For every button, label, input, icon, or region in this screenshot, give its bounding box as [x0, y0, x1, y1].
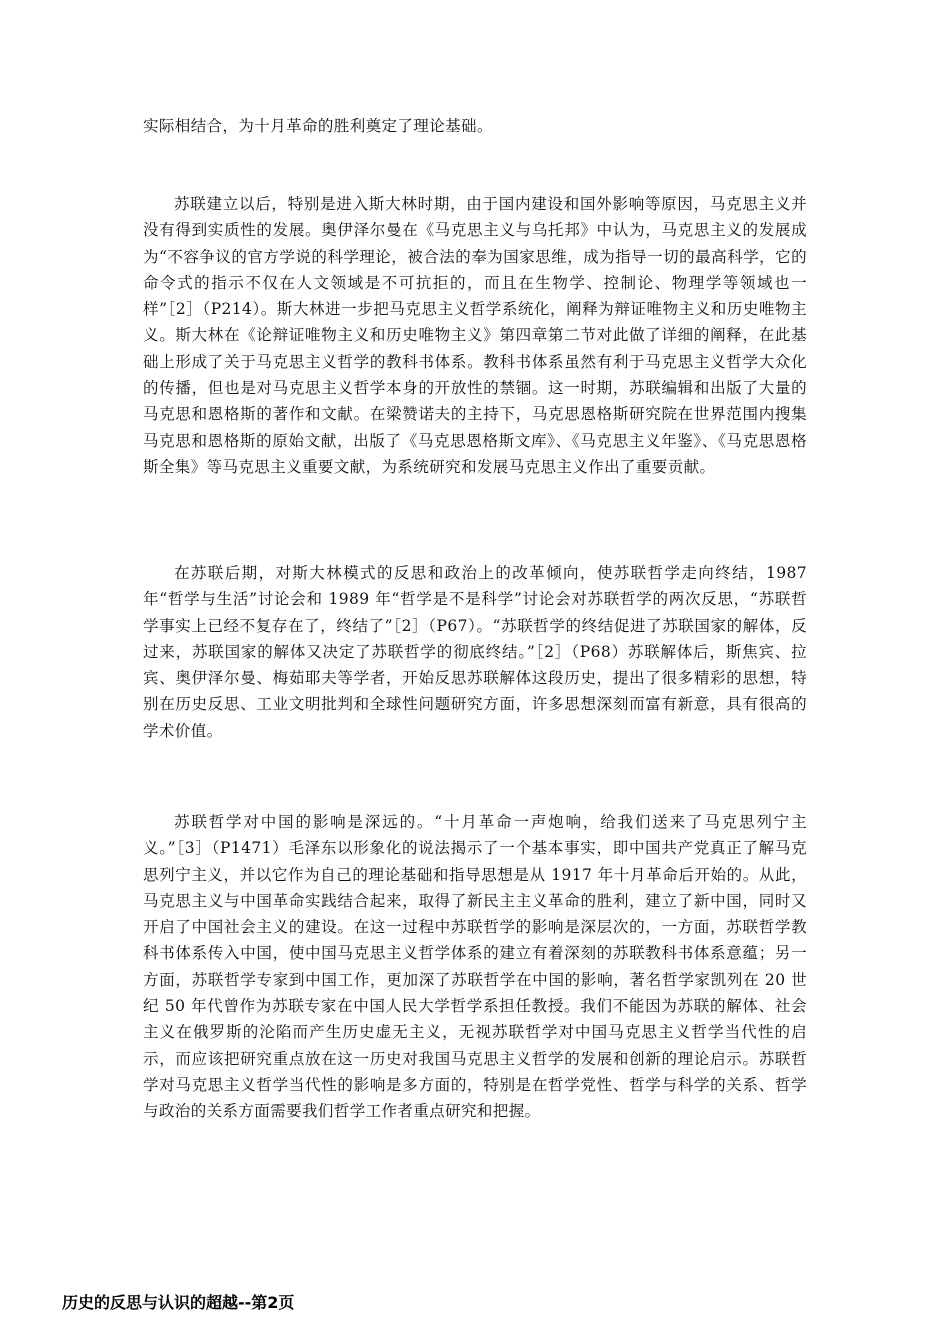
page-footer: 历史的反思与认识的超越--第2页	[62, 1293, 295, 1312]
paragraph-2: 苏联建立以后，特别是进入斯大林时期，由于国内建设和国外影响等原因，马克思主义并没有得到实质性的发展。奥伊泽尔曼在《马克思主义与乌托邦》中认为，马克思主义的发展成为“不容争议的官方学说的科学理论，被合法的奉为国家思维，成为指导一切的最高科学，它的命令式的指示不仅在人文领域是不可抗拒的，而且在生物学、控制论、物理学等领域也一样”［2］（P214）。斯大林进一步把马克思主义哲学系统化，阐释为辩证唯物主义和历史唯物主义。斯大林在《论辩证唯物主义和历史唯物主义》第四章第二节对此做了详细的阐释，在此基础上形成了关于马克思主义哲学的教科书体系。教科书体系虽然有利于马克思主义哲学大众化的传播，但也是对马克思主义哲学本身的开放性的禁锢。这一时期，苏联编辑和出版了大量的马克思和恩格斯的著作和文献。在梁赞诺夫的主持下，马克思恩格斯研究院在世界范围内搜集马克思和恩格斯的原始文献，出版了《马克思恩格斯文库》、《马克思主义年鉴》、《马克思恩格斯全集》等马克思主义重要文献，为系统研究和发展马克思主义作出了重要贡献。	[143, 195, 807, 476]
paragraph-4: 苏联哲学对中国的影响是深远的。“十月革命一声炮响，给我们送来了马克思列宁主义。”［3］（P1471）毛泽东以形象化的说法揭示了一个基本事实，即中国共产党真正了解马克思列宁主义，并以它作为自己的理论基础和指导思想是从 1917 年十月革命后开始的。从此，马克思主义与中国革命实践结合起来，取得了新民主主义革命的胜利，建立了新中国，同时又开启了中国社会主义的建设。在这一过程中苏联哲学的影响是深层次的，一方面，苏联哲学教科书体系传入中国，使中国马克思主义哲学体系的建立有着深刻的苏联教科书体系意蕴；另一方面，苏联哲学专家到中国工作，更加深了苏联哲学在中国的影响，著名哲学家凯列在 20 世纪 50 年代曾作为苏联专家在中国人民大学哲学系担任教授。我们不能因为苏联的解体、社会主义在俄罗斯的沦陷而产生历史虚无主义，无视苏联哲学对中国马克思主义哲学当代性的启示，而应该把研究重点放在这一历史对我国马克思主义哲学的发展和创新的理论启示。苏联哲学对马克思主义哲学当代性的影响是多方面的，特别是在哲学党性、哲学与科学的关系、哲学与政治的关系方面需要我们哲学工作者重点研究和把握。	[143, 813, 807, 1121]
paragraph-1-continuation: 实际相结合，为十月革命的胜利奠定了理论基础。	[143, 117, 493, 135]
paragraph-3: 在苏联后期，对斯大林模式的反思和政治上的改革倾向，使苏联哲学走向终结，1987 年“哲学与生活”讨论会和 1989 年“哲学是不是科学”讨论会对苏联哲学的两次反思，“苏联哲学事实上已经不复存在了，终结了”［2］（P67）。“苏联哲学的终结促进了苏联国家的解体，反过来，苏联国家的解体又决定了苏联哲学的彻底终结。”［2］（P68）苏联解体后，斯焦宾、拉宾、奥伊泽尔曼、梅茹耶夫等学者，开始反思苏联解体这段历史，提出了很多精彩的思想，特别在历史反思、工业文明批判和全球性问题研究方面，许多思想深刻而富有新意，具有很高的学术价值。	[143, 564, 807, 740]
